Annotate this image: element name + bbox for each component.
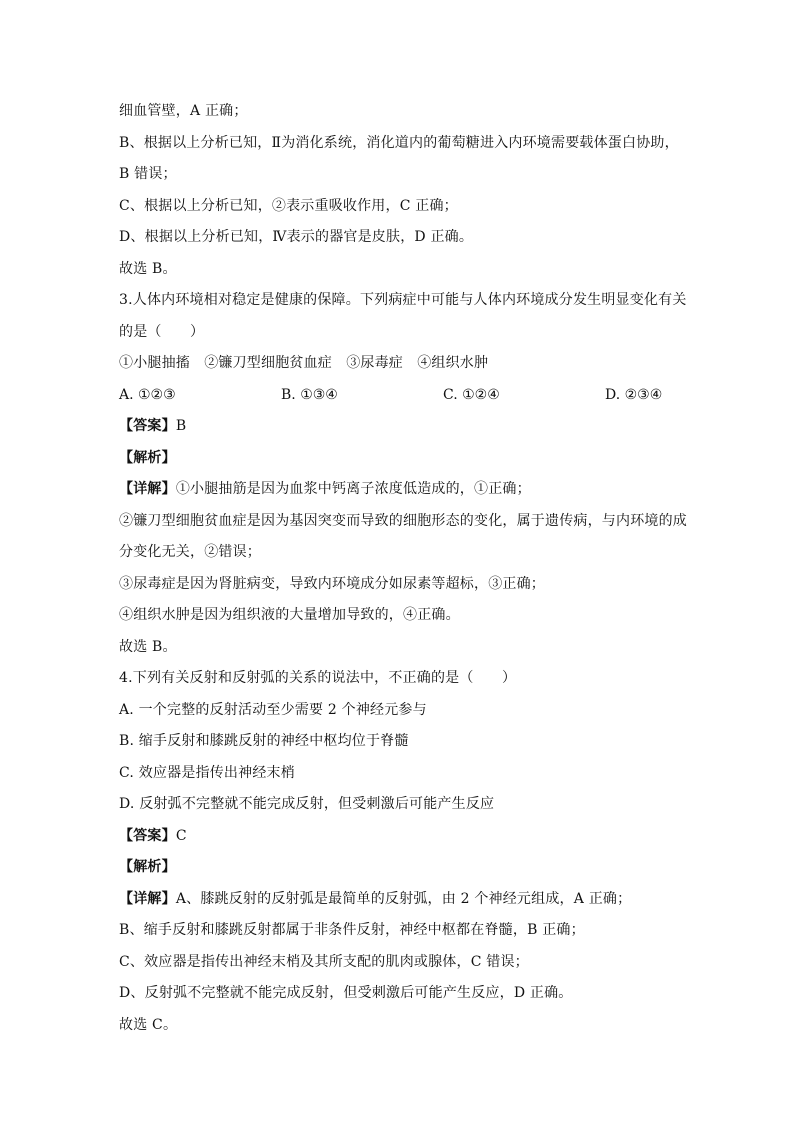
- q3-detail-line-5: ④组织水肿是因为组织液的大量增加导致的，④正确。: [119, 607, 460, 623]
- q3-answer: [119, 411, 679, 443]
- q3-option-a: A. ①②③: [119, 386, 176, 403]
- q4-option-b: B. 缩手反射和膝跳反射的神经中枢均位于脊髓: [119, 733, 409, 749]
- q4-option-d: D. 反射弧不完整就不能完成反射，但受刺激后可能产生反应: [119, 796, 495, 812]
- q3-answer-label: 【答案】: [119, 418, 176, 434]
- q4-detail-line-2: B、缩手反射和膝跳反射都属于非条件反射，神经中枢都在脊髓，B 正确；: [119, 922, 585, 938]
- q4-option-a: A. 一个完整的反射活动至少需要 2 个神经元参与: [119, 701, 427, 718]
- q3-option-b: B. ①③④: [281, 386, 338, 403]
- q4-detail-line-3: C、效应器是指传出神经末梢及其所支配的肌肉或腺体，C 错误；: [119, 953, 529, 970]
- q4-answer: [119, 821, 679, 853]
- q3-detail-label: 【详解】: [119, 481, 176, 497]
- q4-answer-value: C: [175, 827, 187, 844]
- q4-conclusion: 故选 C。: [119, 1016, 178, 1033]
- q2-line-1: 细血管壁，A 正确；: [119, 103, 248, 119]
- q4-detail-line-4: D、反射弧不完整就不能完成反射，但受刺激后可能产生反应，D 正确。: [119, 985, 573, 1001]
- q2-conclusion: 故选 B。: [119, 260, 177, 277]
- q4-option-c: C. 效应器是指传出神经末梢: [119, 764, 295, 781]
- q3-detail-text-1: ①小腿抽筋是因为血浆中钙离子浓度低造成的，①正确；: [175, 481, 531, 497]
- q3-conclusion: 故选 B。: [119, 638, 177, 655]
- q3-stem-line-1: 3.人体内环境相对稳定是健康的保障。下列病症中可能与人体内环境成分发生明显变化有关: [119, 292, 687, 308]
- q4-stem: 4.下列有关反射和反射弧的关系的说法中，不正确的是（ ）: [119, 670, 517, 686]
- q3-detail-line-3: 分变化无关，②错误；: [119, 544, 261, 560]
- q2-line-2: B、根据以上分析已知，Ⅱ为消化系统，消化道内的葡萄糖进入内环境需要载体蛋白协助，: [119, 134, 679, 151]
- document-content: [119, 96, 687, 1041]
- q2-line-4: C、根据以上分析已知，②表示重吸收作用，C 正确；: [119, 197, 458, 214]
- q4-detail-label: 【详解】: [119, 890, 176, 907]
- q4-answer-label: 【答案】: [119, 827, 176, 844]
- q4-analysis-label: 【解析】: [119, 859, 176, 875]
- q3-detail-line-2: ②镰刀型细胞贫血症是因为基因突变而导致的细胞形态的变化，属于遗传病，与内环境的成: [119, 512, 687, 529]
- q3-options: [119, 380, 679, 412]
- q3-analysis-label: 【解析】: [119, 449, 176, 466]
- q3-detail-line-1: [119, 474, 679, 506]
- q3-stem-line-2: 的是（ ）: [119, 323, 205, 340]
- q4-detail-line-1: [119, 884, 679, 916]
- q2-line-3: B 错误；: [119, 166, 177, 182]
- q3-answer-value: B: [175, 418, 187, 434]
- q4-detail-text-1: A、膝跳反射的反射弧是最简单的反射弧，由 2 个神经元组成，A 正确；: [175, 890, 632, 907]
- q2-line-5: D、根据以上分析已知，Ⅳ表示的器官是皮肤，D 正确。: [119, 229, 474, 245]
- q3-items: ①小腿抽搐 ②镰刀型细胞贫血症 ③尿毒症 ④组织水肿: [119, 355, 489, 371]
- q3-option-d: D. ②③④: [605, 386, 663, 403]
- q3-option-c: C. ①②④: [443, 386, 500, 403]
- q3-detail-line-4: ③尿毒症是因为肾脏病变，导致内环境成分如尿素等超标，③正确；: [119, 575, 545, 592]
